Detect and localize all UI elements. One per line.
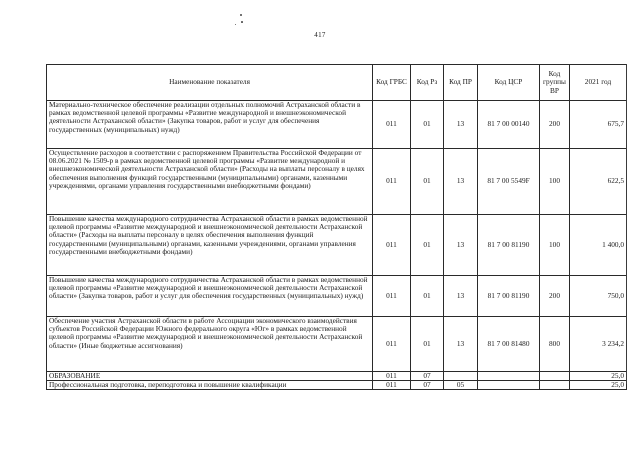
row-rz: 01 xyxy=(411,101,444,149)
row-pr xyxy=(444,372,478,381)
row-csr xyxy=(478,372,540,381)
row-vr: 100 xyxy=(540,149,570,215)
row-rz: 01 xyxy=(411,317,444,372)
row-csr xyxy=(478,381,540,390)
row-grbs: 011 xyxy=(373,101,411,149)
row-rz: 01 xyxy=(411,276,444,317)
table-row xyxy=(47,149,627,215)
row-pr: 13 xyxy=(444,215,478,276)
budget-table xyxy=(46,64,627,390)
table-row xyxy=(47,101,627,149)
table-row xyxy=(47,215,627,276)
header-year: 2021 год xyxy=(570,65,627,101)
row-pr: 05 xyxy=(444,381,478,390)
header-vr: Код группы ВР xyxy=(540,65,570,101)
row-vr: 200 xyxy=(540,276,570,317)
header-csr: Код ЦСР xyxy=(478,65,540,101)
row-name: Материально-техническое обеспечение реализации отдельных полномочий Астраханской области в рамках ведомственной целевой программы «Развитие международной и внешнеэкономической деятельности Астраханской области» (Закупка товаров, работ и услуг для обеспечения государственных (муниципальных) нужд) xyxy=(47,101,373,149)
row-amount: 25,0 xyxy=(570,381,627,390)
row-name: Обеспечение участия Астраханской области в работе Ассоциации экономического взаимодействия субъектов Российской Федерации Южного федерального округа «Юг» в рамках ведомственной целевой программы «Развитие международной и внешнеэкономической деятельности Астраханской области» (Иные бюджетные ассигнования) xyxy=(47,317,373,372)
header-name: Наименование показателя xyxy=(47,65,373,101)
table-row xyxy=(47,372,627,381)
row-pr: 13 xyxy=(444,149,478,215)
row-name: ОБРАЗОВАНИЕ xyxy=(47,372,373,381)
row-vr xyxy=(540,372,570,381)
row-grbs: 011 xyxy=(373,276,411,317)
row-grbs: 011 xyxy=(373,149,411,215)
scan-edge-line xyxy=(626,64,627,384)
row-csr: 81 7 00 5549F xyxy=(478,149,540,215)
row-pr: 13 xyxy=(444,276,478,317)
row-vr: 800 xyxy=(540,317,570,372)
row-grbs: 011 xyxy=(373,381,411,390)
row-amount: 3 234,2 xyxy=(570,317,627,372)
row-name: Повышение качества международного сотрудничества Астраханской области в рамках ведомственной целевой программы «Развитие международной и внешнеэкономической деятельности Астраханской области» (Расходы на выплаты персоналу в целях обеспечения выполнения функций государственными (муниципальными) органами, казенными учреждениями, органами управления государственными внебюджетными фондами) xyxy=(47,215,373,276)
row-csr: 81 7 00 81190 xyxy=(478,276,540,317)
row-amount: 25,0 xyxy=(570,372,627,381)
row-name: Профессиональная подготовка, переподготовка и повышение квалификации xyxy=(47,381,373,390)
row-csr: 81 7 00 81190 xyxy=(478,215,540,276)
header-rz: Код Рз xyxy=(411,65,444,101)
row-amount: 750,0 xyxy=(570,276,627,317)
row-name: Осуществление расходов в соответствии с распоряжением Правительства Российской Федерации от 08.06.2021 № 1509-р в рамках ведомственной целевой программы «Развитие международной и внешнеэкономической деятельности Астраханской области» (Расходы на выплаты персоналу в целях обеспечения выполнения функций государственными (муниципальными) органами, казенными учреждениями, органами управления государственными внебюджетными фондами) xyxy=(47,149,373,215)
row-amount: 1 400,0 xyxy=(570,215,627,276)
row-rz: 01 xyxy=(411,215,444,276)
row-csr: 81 7 00 00140 xyxy=(478,101,540,149)
row-rz: 07 xyxy=(411,372,444,381)
scan-specks xyxy=(232,14,252,28)
header-grbs: Код ГРБС xyxy=(373,65,411,101)
table-row xyxy=(47,381,627,390)
row-rz: 01 xyxy=(411,149,444,215)
row-rz: 07 xyxy=(411,381,444,390)
table-header-row xyxy=(47,65,627,101)
row-amount: 675,7 xyxy=(570,101,627,149)
row-name: Повышение качества международного сотрудничества Астраханской области в рамках ведомственной целевой программы «Развитие международной и внешнеэкономической деятельности Астраханской области» (Закупка товаров, работ и услуг для обеспечения государственных (муниципальных) нужд) xyxy=(47,276,373,317)
row-amount: 622,5 xyxy=(570,149,627,215)
row-grbs: 011 xyxy=(373,215,411,276)
header-pr: Код ПР xyxy=(444,65,478,101)
row-pr: 13 xyxy=(444,317,478,372)
page-number: 417 xyxy=(314,31,326,39)
row-vr: 200 xyxy=(540,101,570,149)
table-row xyxy=(47,276,627,317)
row-csr: 81 7 00 81480 xyxy=(478,317,540,372)
row-vr: 100 xyxy=(540,215,570,276)
row-grbs: 011 xyxy=(373,317,411,372)
row-pr: 13 xyxy=(444,101,478,149)
table-row xyxy=(47,317,627,372)
row-vr xyxy=(540,381,570,390)
row-grbs: 011 xyxy=(373,372,411,381)
